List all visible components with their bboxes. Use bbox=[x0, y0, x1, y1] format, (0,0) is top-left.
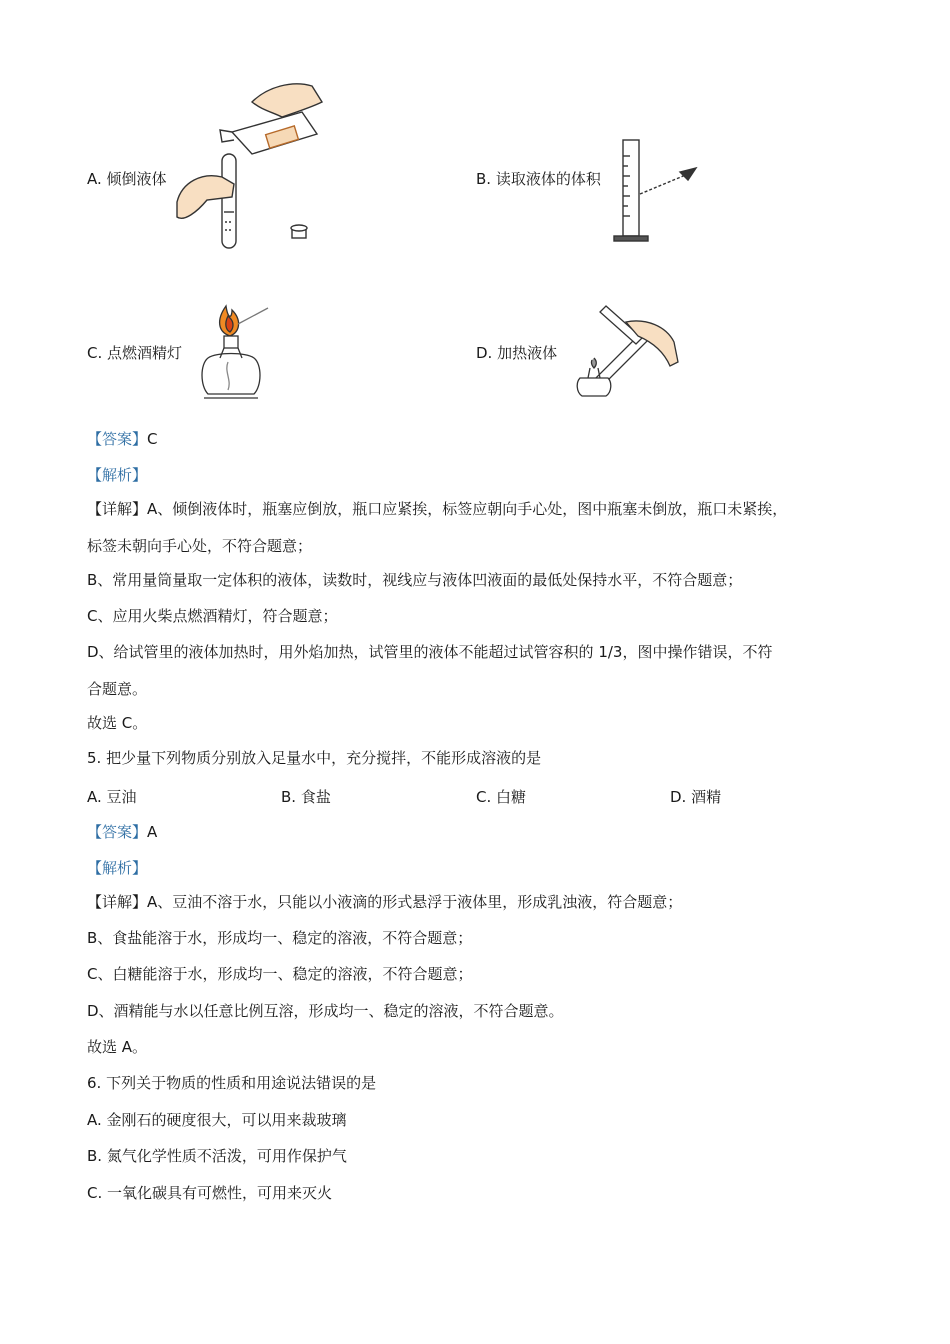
graduated-cylinder-figure bbox=[608, 136, 708, 246]
q4-conclusion: 故选 C。 bbox=[87, 714, 148, 732]
answer-value: A bbox=[147, 823, 158, 841]
q6-option-a bbox=[87, 1109, 347, 1130]
q4-detail-line bbox=[87, 498, 787, 519]
q4-answer bbox=[87, 428, 158, 449]
q4-option-b bbox=[476, 168, 601, 189]
detail-tag: 【详解】 bbox=[87, 893, 148, 911]
option-text: 一氧化碳具有可燃性，可用来灭火 bbox=[107, 1184, 333, 1202]
option-text: 酒精 bbox=[691, 788, 722, 806]
pouring-liquid-figure bbox=[172, 72, 332, 252]
q5-option-b bbox=[281, 786, 331, 807]
q4-analysis-tag: 【解析】 bbox=[87, 466, 148, 484]
q5-conclusion: 故选 A。 bbox=[87, 1038, 148, 1056]
q4-option-d bbox=[476, 342, 557, 363]
q5-answer bbox=[87, 821, 157, 842]
option-text: 金刚石的硬度很大，可以用来裁玻璃 bbox=[106, 1111, 347, 1129]
option-letter: B. bbox=[281, 788, 297, 806]
q4-detail-line: C、应用火柴点燃酒精灯，符合题意； bbox=[87, 607, 338, 625]
q5-option-a bbox=[87, 786, 137, 807]
answer-value: C bbox=[147, 430, 158, 448]
option-letter: C. bbox=[476, 788, 492, 806]
option-text: 加热液体 bbox=[497, 344, 558, 362]
q4-option-a bbox=[87, 168, 167, 189]
option-letter: A. bbox=[87, 788, 102, 806]
option-letter: C. bbox=[87, 344, 103, 362]
q4-detail-line: 标签未朝向手心处，不符合题意； bbox=[87, 537, 313, 555]
option-letter: D. bbox=[670, 788, 687, 806]
option-text: 白糖 bbox=[496, 788, 527, 806]
option-letter: A. bbox=[87, 170, 102, 188]
q5-stem: 5. 把少量下列物质分别放入足量水中，充分搅拌，不能形成溶液的是 bbox=[87, 749, 542, 767]
q6-option-b bbox=[87, 1145, 347, 1166]
detail-text: A、倾倒液体时，瓶塞应倒放，瓶口应紧挨，标签应朝向手心处，图中瓶塞未倒放，瓶口未紧挨， bbox=[147, 500, 788, 518]
option-text: 读取液体的体积 bbox=[495, 170, 601, 188]
q5-detail-line: D、酒精能与水以任意比例互溶，形成均一、稳定的溶液，不符合题意。 bbox=[87, 1002, 564, 1020]
option-text: 氮气化学性质不活泼，可用作保护气 bbox=[106, 1147, 347, 1165]
option-letter: B. bbox=[476, 170, 492, 188]
option-letter: D. bbox=[476, 344, 493, 362]
q5-detail-line bbox=[87, 891, 682, 912]
q5-detail-line: B、食盐能溶于水，形成均一、稳定的溶液，不符合题意； bbox=[87, 929, 473, 947]
q4-detail-line: D、给试管里的液体加热时，用外焰加热，试管里的液体不能超过试管容积的 1/3，图中操作错误，不符 bbox=[87, 643, 773, 661]
option-text: 豆油 bbox=[106, 788, 137, 806]
detail-tag: 【详解】 bbox=[87, 500, 148, 518]
option-text: 点燃酒精灯 bbox=[107, 344, 183, 362]
q5-analysis-tag: 【解析】 bbox=[87, 859, 148, 877]
answer-tag: 【答案】 bbox=[87, 823, 148, 841]
heating-liquid-figure bbox=[566, 292, 686, 404]
q5-option-c bbox=[476, 786, 526, 807]
answer-tag: 【答案】 bbox=[87, 430, 148, 448]
option-text: 倾倒液体 bbox=[106, 170, 167, 188]
alcohol-lamp-match-figure bbox=[194, 302, 274, 406]
option-letter: A. bbox=[87, 1111, 102, 1129]
q6-stem: 6. 下列关于物质的性质和用途说法错误的是 bbox=[87, 1074, 377, 1092]
q4-option-c bbox=[87, 342, 182, 363]
option-text: 食盐 bbox=[300, 788, 331, 806]
q6-option-c bbox=[87, 1182, 332, 1203]
q5-detail-line: C、白糖能溶于水，形成均一、稳定的溶液，不符合题意； bbox=[87, 965, 473, 983]
q4-detail-line: 合题意。 bbox=[87, 680, 148, 698]
option-letter: B. bbox=[87, 1147, 103, 1165]
option-letter: C. bbox=[87, 1184, 103, 1202]
q5-option-d bbox=[670, 786, 721, 807]
detail-text: A、豆油不溶于水，只能以小液滴的形式悬浮于液体里，形成乳浊液，符合题意； bbox=[147, 893, 683, 911]
q4-detail-line: B、常用量筒量取一定体积的液体，读数时，视线应与液体凹液面的最低处保持水平，不符合题意； bbox=[87, 571, 743, 589]
